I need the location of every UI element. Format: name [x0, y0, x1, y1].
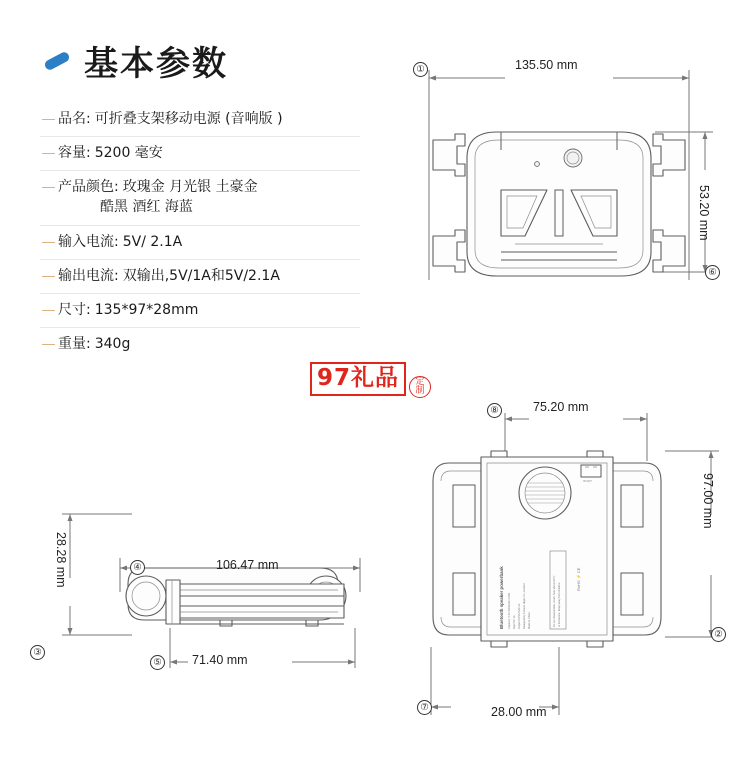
spec-title-row	[40, 36, 360, 85]
spec-value: 玫瑰金 月光银 土豪金	[122, 179, 258, 195]
svg-text:Do not disassemble, crush, hea: Do not disassemble, crush, heat above 60°C	[553, 575, 556, 627]
dash-icon: —	[42, 111, 55, 126]
spec-key: 产品颜色:	[58, 179, 119, 195]
product-label: Bluetooth speaker powerbank	[499, 566, 504, 629]
port-label: IN OUT	[583, 480, 592, 483]
back-view-diagram	[395, 385, 740, 735]
spec-value: 5V/ 2.1A	[122, 234, 183, 250]
accent-dash-icon	[43, 50, 71, 71]
spec-row	[40, 171, 360, 226]
callout-2: ②	[711, 627, 726, 642]
callout-1: ①	[413, 62, 428, 77]
page-title: 基本参数	[84, 44, 228, 84]
dash-icon: —	[42, 268, 55, 283]
dash-icon: —	[42, 179, 55, 194]
spec-value: 5200 毫安	[94, 145, 163, 161]
cert-marks: RoHS ⚡ CE	[576, 567, 581, 591]
callout-5: ⑤	[150, 655, 165, 670]
dim-top-width: 135.50 mm	[515, 58, 578, 72]
svg-text:Made in China: Made in China	[528, 612, 531, 629]
dash-icon: —	[42, 145, 55, 160]
spec-key: 重量:	[58, 336, 91, 352]
svg-text:Designed by Fortune Hippo Co.,: Designed by Fortune Hippo Co.,Limited	[523, 583, 526, 629]
dash-icon: —	[42, 336, 55, 351]
dim-side-height: 28.28 mm	[54, 532, 68, 588]
callout-8: ⑧	[487, 403, 502, 418]
side-view-diagram	[20, 500, 380, 690]
spec-value: 340g	[94, 336, 131, 352]
watermark-badge-line2: 制	[415, 386, 425, 396]
callout-3: ③	[30, 645, 45, 660]
svg-text:Capacity: 5.2V 5200mAh 27Wh: Capacity: 5.2V 5200mAh 27Wh	[508, 592, 511, 629]
spec-panel	[40, 36, 360, 361]
spec-key: 尺寸:	[58, 302, 91, 318]
spec-row	[40, 328, 360, 361]
dim-side-top: 106.47 mm	[216, 558, 279, 572]
watermark-text: 97礼品	[310, 362, 406, 396]
dim-back-right: 97.00 mm	[701, 473, 715, 529]
svg-text:or incinerate. Keep away from: or incinerate. Keep away from children.	[558, 582, 561, 627]
callout-6: ⑥	[705, 265, 720, 280]
back-view-drawing	[395, 385, 740, 735]
spec-value: 双输出,5V/1A和5V/2.1A	[122, 268, 280, 284]
top-view-drawing	[405, 40, 735, 300]
svg-text:Input:5V 1A: Input:5V 1A	[513, 615, 516, 629]
spec-row	[40, 294, 360, 328]
callout-4: ④	[130, 560, 145, 575]
top-view-diagram	[405, 40, 735, 300]
dash-icon: —	[42, 302, 55, 317]
spec-key: 输出电流:	[58, 268, 119, 284]
spec-key: 输入电流:	[58, 234, 119, 250]
dim-back-bottom: 28.00 mm	[491, 705, 547, 719]
spec-row	[40, 226, 360, 260]
callout-7: ⑦	[417, 700, 432, 715]
svg-text:Output:5V/1A 5V/2.1A: Output:5V/1A 5V/2.1A	[518, 603, 521, 629]
spec-value-secondary: 酷黑 酒红 海蓝	[100, 199, 193, 215]
spec-list	[40, 103, 360, 361]
spec-row	[40, 137, 360, 171]
dash-icon: —	[42, 234, 55, 249]
spec-value: 可折叠支架移动电源 (音响版 )	[94, 111, 283, 127]
spec-row	[40, 260, 360, 294]
spec-value: 135*97*28mm	[94, 302, 199, 318]
spec-key: 品名:	[58, 111, 91, 127]
spec-row	[40, 103, 360, 137]
dim-back-top: 75.20 mm	[533, 400, 589, 414]
watermark-badge-line1: 定	[415, 377, 425, 387]
dim-top-height: 53.20 mm	[697, 185, 711, 241]
dim-side-bottom: 71.40 mm	[192, 653, 248, 667]
spec-key: 容量:	[58, 145, 91, 161]
